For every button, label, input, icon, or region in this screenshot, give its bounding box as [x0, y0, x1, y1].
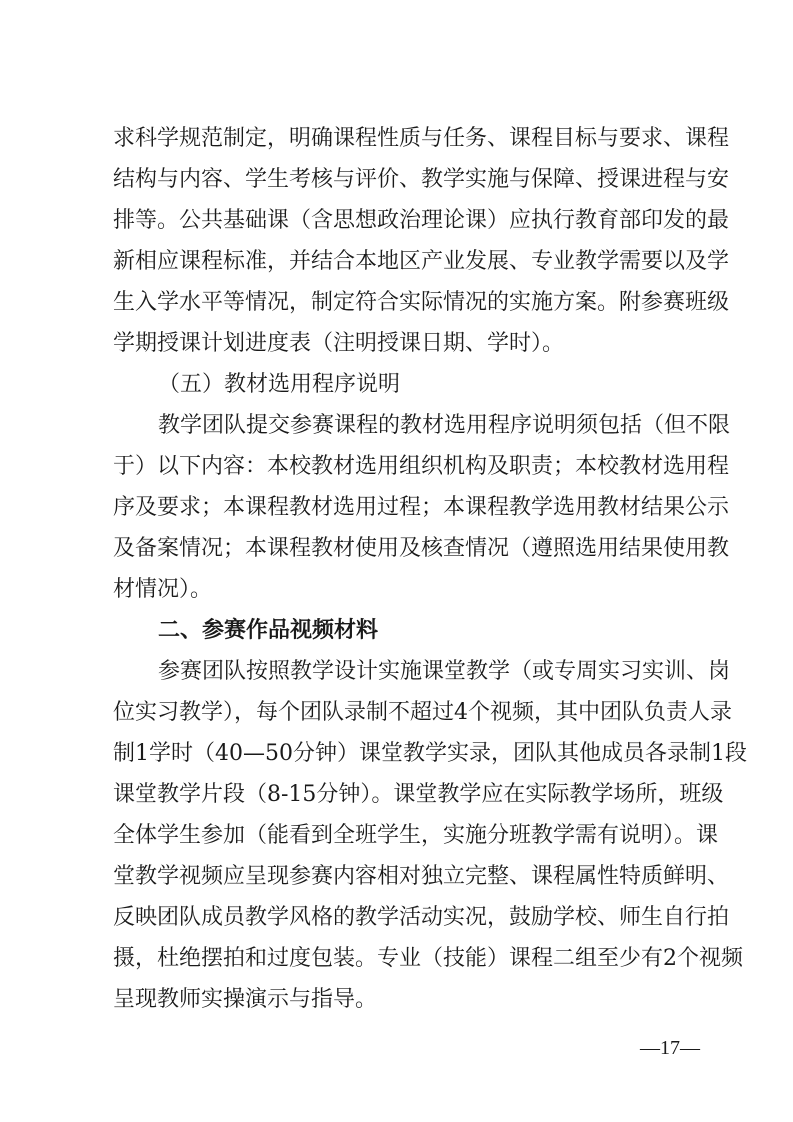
paragraph-line: 及备案情况；本课程教材使用及核查情况（遵照选用结果使用教	[113, 536, 730, 561]
section-heading: （五）教材选用程序说明	[158, 372, 401, 397]
page-number: —17—	[640, 1037, 700, 1059]
paragraph-line: 呈现教师实操演示与指导。	[113, 987, 378, 1012]
paragraph-line: 求科学规范制定，明确课程性质与任务、课程目标与要求、课程	[113, 126, 730, 151]
paragraph-line: 反映团队成员教学风格的教学活动实况，鼓励学校、师生自行拍	[113, 905, 730, 930]
paragraph-line: 位实习教学），每个团队录制不超过4个视频，其中团队负责人录	[113, 700, 732, 725]
paragraph-line: 制1学时（40—50分钟）课堂教学实录，团队其他成员各录制1段	[113, 741, 747, 766]
section-heading: 二、参赛作品视频材料	[158, 618, 379, 643]
paragraph-line: 新相应课程标准，并结合本地区产业发展、专业教学需要以及学	[113, 249, 730, 274]
paragraph-line: 参赛团队按照教学设计实施课堂教学（或专周实习实训、岗	[158, 659, 731, 684]
paragraph-line: 堂教学视频应呈现参赛内容相对独立完整、课程属性特质鲜明、	[113, 864, 730, 889]
paragraph-line: 摄，杜绝摆拍和过度包装。专业（技能）课程二组至少有2个视频	[113, 946, 743, 971]
paragraph-line: 结构与内容、学生考核与评价、教学实施与保障、授课进程与安	[113, 167, 730, 192]
paragraph-line: 序及要求；本课程教材选用过程；本课程教学选用教材结果公示	[113, 495, 730, 520]
paragraph-line: 于）以下内容：本校教材选用组织机构及职责；本校教材选用程	[113, 454, 730, 479]
paragraph-line: 材情况）。	[113, 577, 213, 602]
paragraph-line: 学期授课计划进度表（注明授课日期、学时）。	[113, 331, 565, 356]
paragraph-line: 生入学水平等情况，制定符合实际情况的实施方案。附参赛班级	[113, 290, 730, 315]
paragraph-line: 教学团队提交参赛课程的教材选用程序说明须包括（但不限	[158, 413, 731, 438]
paragraph-line: 排等。公共基础课（含思想政治理论课）应执行教育部印发的最	[113, 208, 730, 233]
paragraph-line: 全体学生参加（能看到全班学生，实施分班教学需有说明）。课	[113, 823, 719, 848]
paragraph-line: 课堂教学片段（8-15分钟）。课堂教学应在实际教学场所，班级	[113, 782, 724, 807]
